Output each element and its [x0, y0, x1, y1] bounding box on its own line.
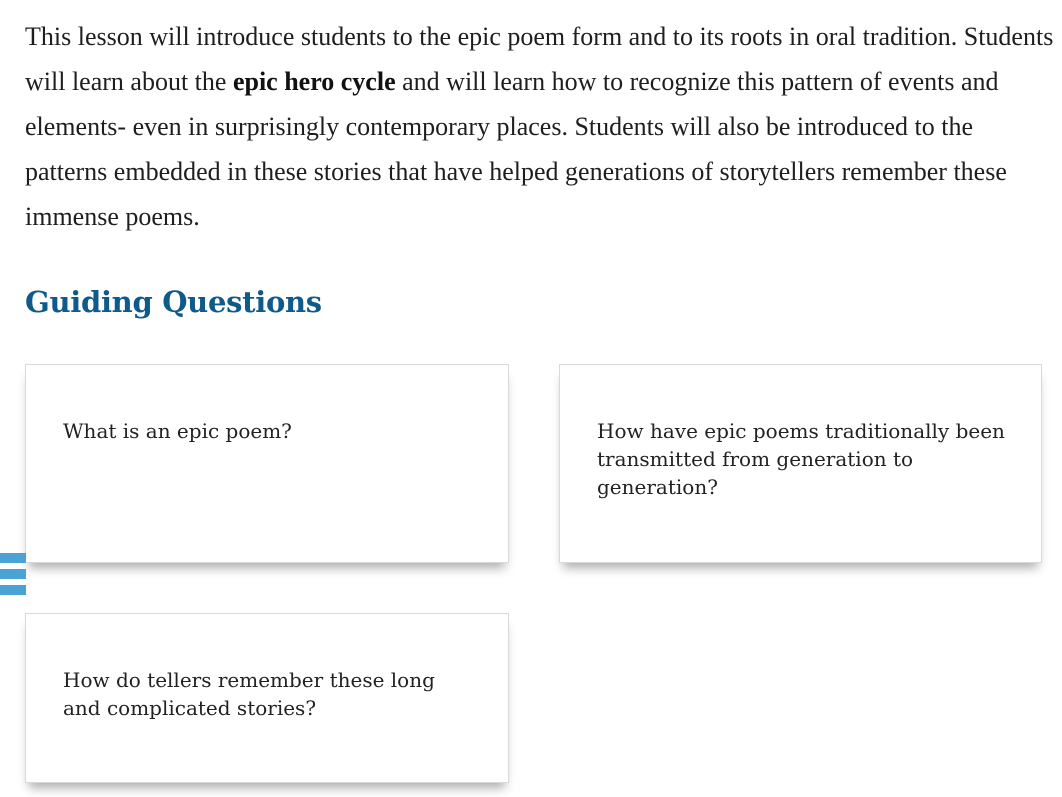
- lesson-intro: [25, 14, 1055, 239]
- question-card: [25, 364, 509, 563]
- question-text: What is an epic poem?: [63, 419, 292, 443]
- intro-text-part2: and will learn how to recognize this pattern of events and elements- even in surprisingly contemporary places. Students will also be introduced to the patterns embedded in these stories that have helped generations of storytellers remember these immense poems.: [25, 67, 1007, 231]
- hamburger-menu-icon[interactable]: [0, 553, 26, 595]
- question-card: [25, 613, 509, 783]
- question-text: How do tellers remember these long and complicated stories?: [63, 668, 435, 720]
- question-text: How have epic poems traditionally been transmitted from generation to generation?: [597, 419, 1005, 499]
- menu-bar: [0, 585, 26, 595]
- question-card: [559, 364, 1042, 563]
- intro-text-part1: This lesson will introduce students to the epic poem form and to its roots in oral tradition. Students will learn about the: [25, 22, 1054, 96]
- guiding-questions-heading: Guiding Questions: [25, 285, 322, 319]
- intro-bold-term: epic hero cycle: [232, 67, 396, 96]
- menu-bar: [0, 569, 26, 579]
- menu-bar: [0, 553, 26, 563]
